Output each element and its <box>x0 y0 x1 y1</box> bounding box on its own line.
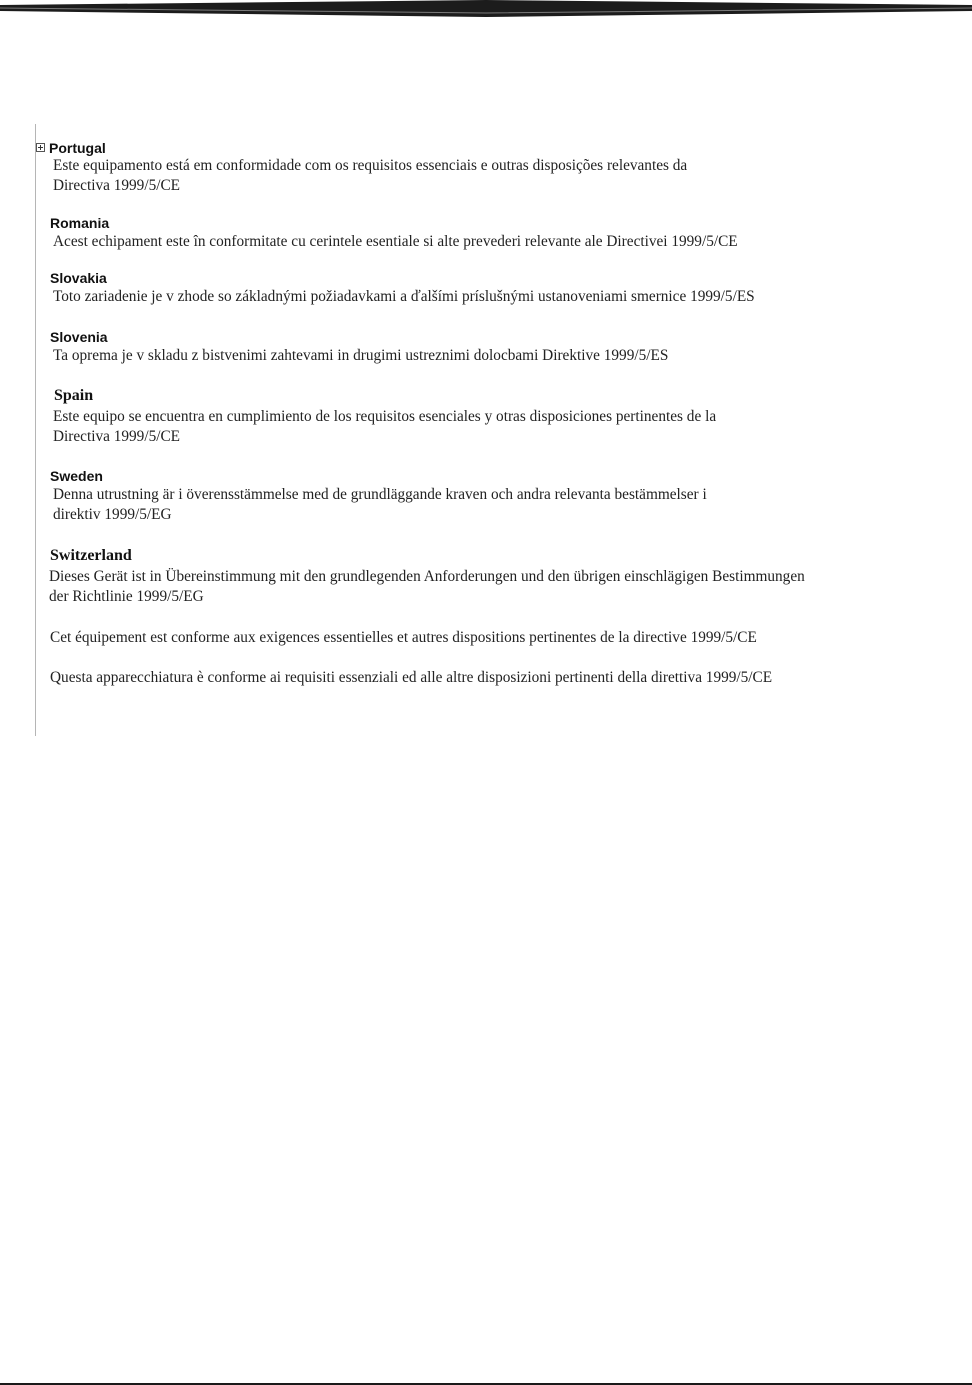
paragraph-italian: Questa apparecchiatura è conforme ai requisiti essenziali ed alle altre disposizioni pertinenti della direttiva 1999/5/CE <box>50 669 773 686</box>
section-heading-slovakia: Slovakia <box>50 270 107 286</box>
section-text-sweden-line-2: direktiv 1999/5/EG <box>53 506 172 523</box>
section-text-slovakia-line-1: Toto zariadenie je v zhode so základnými požiadavkami a ďalšími príslušnými ustanoveniami smernice 1999/5/ES <box>53 288 755 305</box>
section-text-portugal-line-2: Directiva 1999/5/CE <box>53 177 181 194</box>
section-text-sweden-line-1: Denna utrustning är i överensstämmelse med de grundläggande kraven och andra relevanta bestämmelser i <box>53 486 707 503</box>
section-text-portugal-line-1: Este equipamento está em conformidade com os requisitos essenciais e outras disposições relevantes da <box>53 157 688 174</box>
section-text-switzerland-line-2: der Richtlinie 1999/5/EG <box>49 588 204 605</box>
section-heading-romania: Romania <box>50 215 110 231</box>
section-text-romania-line-1: Acest echipament este în conformitate cu cerintele esentiale si alte prevederi relevante ale Directivei 1999/5/CE <box>53 233 738 250</box>
section-heading-slovenia: Slovenia <box>50 329 108 345</box>
section-heading-sweden: Sweden <box>50 468 103 484</box>
section-text-spain-line-2: Directiva 1999/5/CE <box>53 428 181 445</box>
paragraph-french: Cet équipement est conforme aux exigences essentielles et autres dispositions pertinentes de la directive 1999/5/CE <box>50 629 757 646</box>
section-heading-switzerland: Switzerland <box>50 547 132 564</box>
section-heading-spain: Spain <box>54 387 94 404</box>
section-text-slovenia-line-1: Ta oprema je v skladu z bistvenimi zahtevami in drugimi ustreznimi dolocbami Direktive 1999/5/ES <box>53 347 669 364</box>
section-text-spain-line-1: Este equipo se encuentra en cumplimiento de los requisitos esenciales y otras disposiciones pertinentes de la <box>53 408 717 425</box>
section-text-switzerland-line-1: Dieses Gerät ist in Übereinstimmung mit den grundlegenden Anforderungen und den übrigen einschlägigen Bestimmungen <box>49 568 805 585</box>
section-heading-portugal: Portugal <box>49 140 106 156</box>
expand-plus-icon[interactable] <box>36 143 45 152</box>
left-margin-rule <box>35 124 36 736</box>
header-swoosh-bar <box>0 0 972 20</box>
